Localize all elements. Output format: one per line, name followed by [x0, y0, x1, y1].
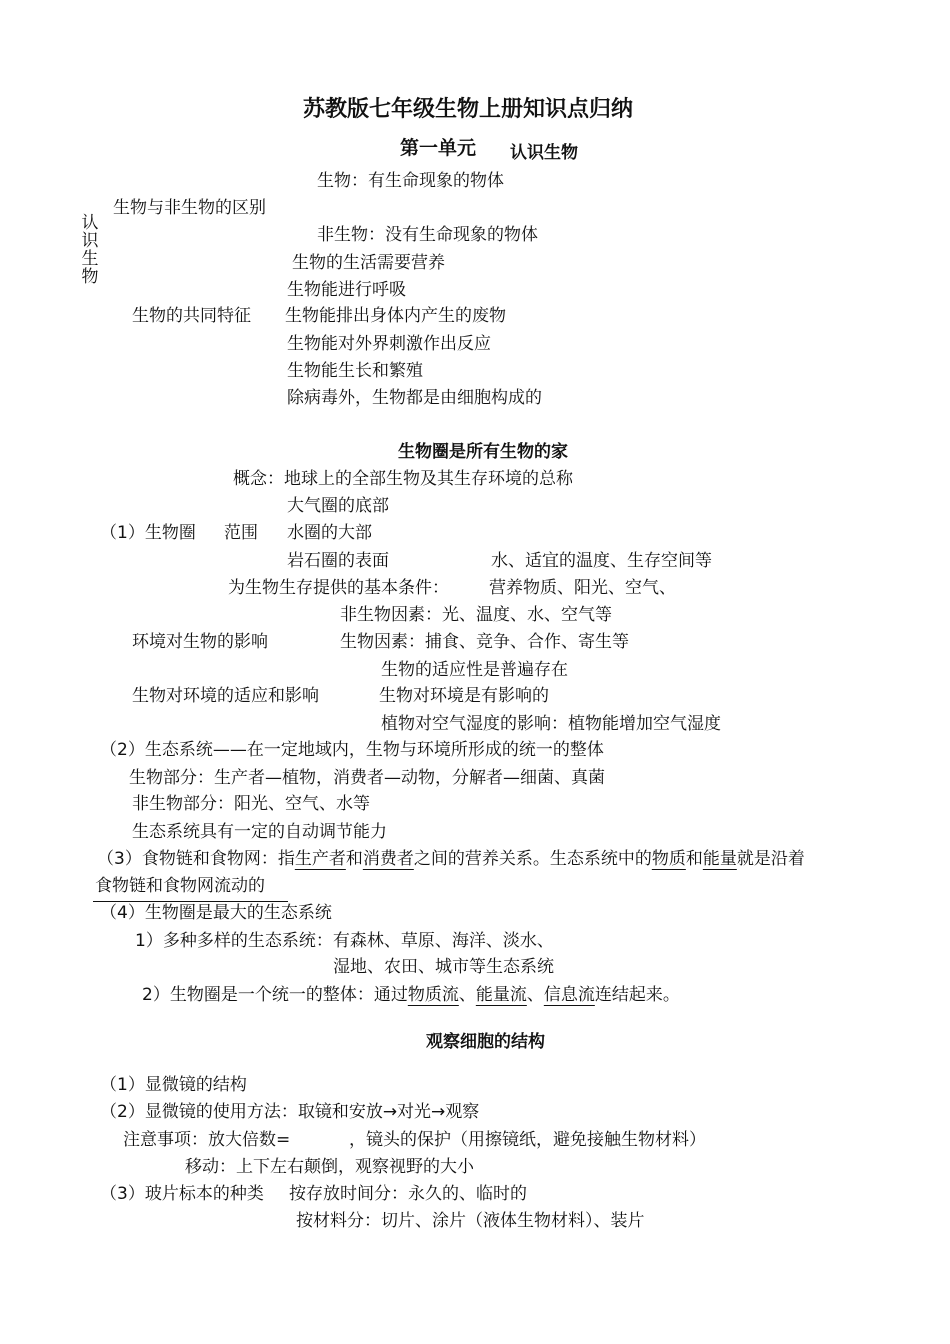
range-hydrosphere: 水圈的大部: [287, 523, 372, 543]
side-label-char: 生: [81, 249, 99, 269]
side-label-char: 认: [81, 213, 99, 233]
unity-matter-flow: 物质流: [407, 985, 459, 1005]
plant-humidity-effect: 植物对空气湿度的影响：植物能增加空气湿度: [381, 714, 721, 734]
unity-info-flow: 信息流: [543, 985, 595, 1005]
adaptation-common: 生物的适应性是普遍存在: [381, 660, 568, 680]
document-title: 苏教版七年级生物上册知识点归纳: [303, 97, 634, 122]
food-chain-energy: 能量: [702, 849, 737, 869]
notes-magnification: 注意事项：放大倍数=: [123, 1130, 291, 1150]
ecosystem-definition: （2）生态系统——在一定地域内，生物与环境所形成的统一的整体: [100, 740, 604, 760]
slide-types-by-material: 按材料分：切片、涂片（液体生物材料）、装片: [296, 1211, 645, 1231]
slide-types-label: （3）玻片标本的种类: [100, 1184, 264, 1204]
food-chain-text: 就是沿着: [736, 849, 805, 869]
feature-item: 生物的生活需要营养: [292, 253, 445, 273]
food-chain-text: （3）食物链和食物网：指: [97, 849, 295, 869]
conditions-label: 为生物生存提供的基本条件：: [228, 578, 449, 598]
range-lithosphere: 岩石圈的表面: [287, 551, 389, 571]
feature-item: 生物能排出身体内产生的废物: [285, 306, 506, 326]
abiotic-factors: 非生物因素：光、温度、水、空气等: [340, 605, 612, 625]
bio-definition: 生物：有生命现象的物体: [317, 171, 504, 191]
food-chain-text: 之间的营养关系。生态系统中的: [413, 849, 652, 869]
section-heading-cell: 观察细胞的结构: [426, 1032, 545, 1052]
largest-ecosystem: （4）生物圈是最大的生态系统: [100, 903, 332, 923]
section-heading-biosphere: 生物圈是所有生物的家: [398, 442, 568, 462]
nonbio-definition: 非生物：没有生命现象的物体: [317, 225, 538, 245]
unit-subtitle: 认识生物: [510, 143, 578, 163]
adaptation-effect: 生物对环境是有影响的: [379, 686, 549, 706]
range-atmosphere: 大气圈的底部: [287, 496, 389, 516]
self-regulation: 生态系统具有一定的自动调节能力: [132, 822, 387, 842]
feature-item: 除病毒外，生物都是由细胞构成的: [287, 388, 542, 408]
abiotic-part: 非生物部分：阳光、空气、水等: [132, 794, 370, 814]
food-chain-text: 和: [345, 849, 363, 869]
biosphere-concept: 概念：地球上的全部生物及其生存环境的总称: [233, 469, 573, 489]
notes-movement: 移动：上下左右颠倒，观察视野的大小: [185, 1157, 474, 1177]
food-chain-line: [97, 848, 805, 870]
feature-item: 生物能生长和繁殖: [287, 361, 423, 381]
notes-lens-care: ，镜头的保护（用擦镜纸，避免接触生物材料）: [349, 1130, 706, 1150]
range-label: 范围: [224, 523, 258, 543]
diverse-ecosystems: 1）多种多样的生态系统：有森林、草原、海洋、淡水、: [135, 931, 554, 951]
biosphere-unity-line: [142, 984, 680, 1006]
food-chain-matter: 物质: [651, 849, 686, 869]
diverse-ecosystems-cont: 湿地、农田、城市等生态系统: [333, 957, 554, 977]
biotic-part: 生物部分：生产者—植物，消费者—动物，分解者—细菌、真菌: [129, 768, 605, 788]
conditions-head: 营养物质、阳光、空气、: [489, 578, 676, 598]
environment-effect-label: 环境对生物的影响: [132, 632, 268, 652]
unity-text: 连结起来。: [594, 985, 680, 1005]
item-biosphere-label: （1）生物圈: [100, 523, 196, 543]
side-label-vertical: [80, 214, 100, 286]
common-features-label: 生物的共同特征: [132, 306, 251, 326]
microscope-usage: （2）显微镜的使用方法：取镜和安放→对光→观察: [100, 1102, 480, 1122]
food-chain-line-2: 食物链和食物网流动的: [95, 876, 265, 896]
food-chain-text: 和: [685, 849, 703, 869]
unit-title: 第一单元: [400, 137, 477, 159]
food-chain-consumer: 消费者: [362, 849, 414, 869]
feature-item: 生物能对外界刺激作出反应: [287, 334, 491, 354]
unity-energy-flow: 能量流: [475, 985, 527, 1005]
feature-item: 生物能进行呼吸: [287, 280, 406, 300]
unity-text: 、: [458, 985, 476, 1005]
unity-text: 、: [526, 985, 544, 1005]
adaptation-label: 生物对环境的适应和影响: [132, 686, 319, 706]
slide-types-by-time: 按存放时间分：永久的、临时的: [289, 1184, 527, 1204]
biotic-factors: 生物因素：捕食、竞争、合作、寄生等: [340, 632, 629, 652]
unity-text: 2）生物圈是一个统一的整体：通过: [142, 985, 408, 1005]
side-label-char: 识: [81, 231, 99, 251]
bio-nonbio-difference: 生物与非生物的区别: [113, 198, 266, 218]
microscope-structure: （1）显微镜的结构: [100, 1075, 247, 1095]
food-chain-producer: 生产者: [294, 849, 346, 869]
side-label-char: 物: [81, 267, 99, 287]
conditions-tail: 水、适宜的温度、生存空间等: [491, 551, 712, 571]
